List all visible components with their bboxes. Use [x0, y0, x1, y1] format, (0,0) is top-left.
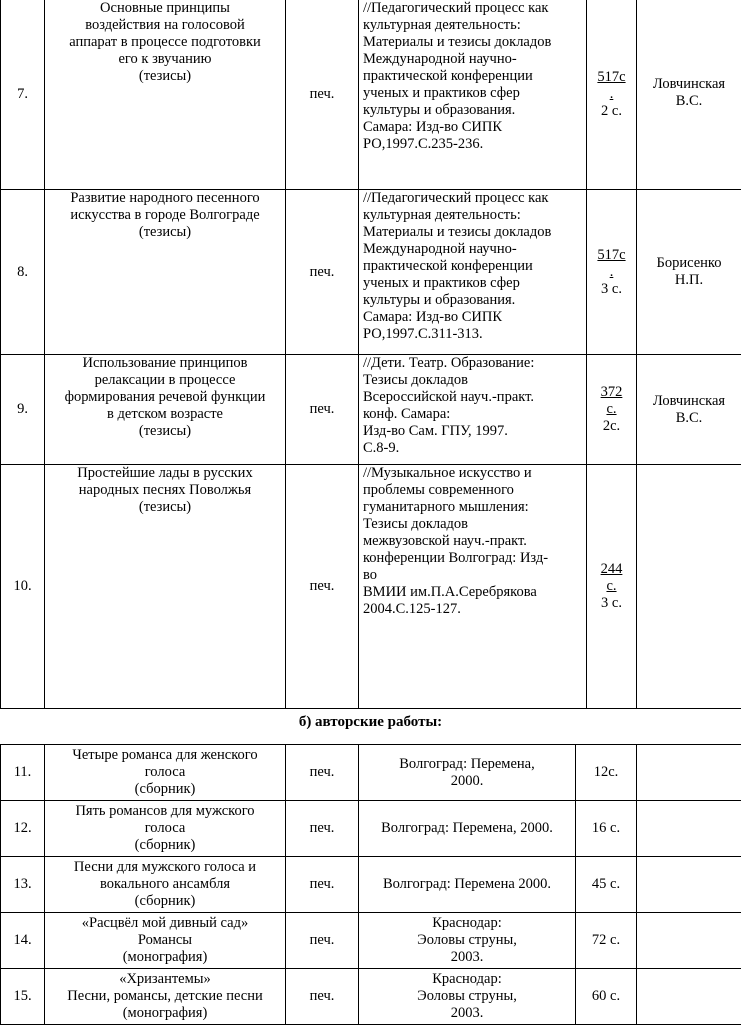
work-source: //Дети. Театр. Образование: Тезисы докладов Всероссийской науч.-практ. конф. Самара: Изд-во Сам. ГПУ, 1997. С.8-9. — [359, 355, 587, 465]
work-source: Волгоград: Перемена 2000. — [359, 857, 576, 913]
table-row — [1, 190, 741, 355]
coauthor: Ловчинская В.С. — [637, 0, 741, 190]
volume-total: 517с . — [591, 69, 632, 103]
coauthor — [637, 745, 741, 801]
volume: 12с. — [576, 745, 637, 801]
work-form: печ. — [286, 857, 359, 913]
volume-part: 3 с. — [591, 281, 632, 298]
work-form: печ. — [286, 913, 359, 969]
work-source: Волгоград: Перемена, 2000. — [359, 801, 576, 857]
table-row — [1, 801, 741, 857]
coauthor — [637, 913, 741, 969]
work-source: //Педагогический процесс как культурная деятельность: Материалы и тезисы докладов Международной научно- практической конференции ученых и практиков сфер культуры и образования. Самара: Изд-во СИПК РО,1997.С.311-313. — [359, 190, 587, 355]
volume: 45 с. — [576, 857, 637, 913]
coauthor — [637, 969, 741, 1025]
publications-table-authored — [0, 744, 741, 1025]
volume: 60 с. — [576, 969, 637, 1025]
work-title: «Расцвёл мой дивный сад» Романсы (монография) — [45, 913, 286, 969]
volume-cell — [587, 0, 637, 190]
table-row — [1, 745, 741, 801]
volume-total: 517с . — [591, 247, 632, 281]
row-number: 14. — [1, 913, 45, 969]
work-form: печ. — [286, 0, 359, 190]
work-source: Волгоград: Перемена, 2000. — [359, 745, 576, 801]
work-source: Краснодар: Эоловы струны, 2003. — [359, 913, 576, 969]
work-title: Песни для мужского голоса и вокального ансамбля (сборник) — [45, 857, 286, 913]
table-row — [1, 857, 741, 913]
volume: 72 с. — [576, 913, 637, 969]
work-source: Краснодар: Эоловы струны, 2003. — [359, 969, 576, 1025]
work-source: //Педагогический процесс как культурная деятельность: Материалы и тезисы докладов Международной научно- практической конференции ученых и практиков сфер культуры и образования. Самара: Изд-во СИПК РО,1997.С.235-236. — [359, 0, 587, 190]
volume-part: 2 с. — [591, 103, 632, 120]
volume-part: 2с. — [591, 418, 632, 435]
work-title: Простейшие лады в русских народных песнях Поволжья (тезисы) — [45, 465, 286, 709]
volume-total: 372 с. — [591, 384, 632, 418]
section-heading: б) авторские работы: — [0, 714, 741, 731]
volume-total: 244 с. — [591, 561, 632, 595]
work-form: печ. — [286, 969, 359, 1025]
work-title: «Хризантемы» Песни, романсы, детские песни (монография) — [45, 969, 286, 1025]
coauthor: Ловчинская В.С. — [637, 355, 741, 465]
volume-cell — [587, 465, 637, 709]
row-number: 10. — [1, 465, 45, 709]
volume-part: 3 с. — [591, 595, 632, 612]
work-source: //Музыкальное искусство и проблемы современного гуманитарного мышления: Тезисы докладов межвузовской науч.-практ. конференции Волгоград: Изд- во ВМИИ им.П.А.Серебрякова 2004.С.125-127. — [359, 465, 587, 709]
row-number: 8. — [1, 190, 45, 355]
row-number: 11. — [1, 745, 45, 801]
table-row — [1, 913, 741, 969]
volume-cell — [587, 355, 637, 465]
row-number: 7. — [1, 0, 45, 190]
coauthor — [637, 465, 741, 709]
coauthor: Борисенко Н.П. — [637, 190, 741, 355]
row-number: 9. — [1, 355, 45, 465]
row-number: 12. — [1, 801, 45, 857]
work-form: печ. — [286, 355, 359, 465]
work-form: печ. — [286, 465, 359, 709]
table-row — [1, 465, 741, 709]
work-title: Основные принципы воздействия на голосовой аппарат в процессе подготовки его к звучанию (тезисы) — [45, 0, 286, 190]
volume: 16 с. — [576, 801, 637, 857]
table-row — [1, 0, 741, 190]
volume-cell — [587, 190, 637, 355]
work-title: Развитие народного песенного искусства в городе Волгограде (тезисы) — [45, 190, 286, 355]
work-title: Четыре романса для женского голоса (сборник) — [45, 745, 286, 801]
row-number: 13. — [1, 857, 45, 913]
work-form: печ. — [286, 745, 359, 801]
table-row — [1, 355, 741, 465]
coauthor — [637, 857, 741, 913]
table-row — [1, 969, 741, 1025]
work-form: печ. — [286, 801, 359, 857]
coauthor — [637, 801, 741, 857]
work-title: Пять романсов для мужского голоса (сборник) — [45, 801, 286, 857]
row-number: 15. — [1, 969, 45, 1025]
work-form: печ. — [286, 190, 359, 355]
work-title: Использование принципов релаксации в процессе формирования речевой функции в детском возрасте (тезисы) — [45, 355, 286, 465]
